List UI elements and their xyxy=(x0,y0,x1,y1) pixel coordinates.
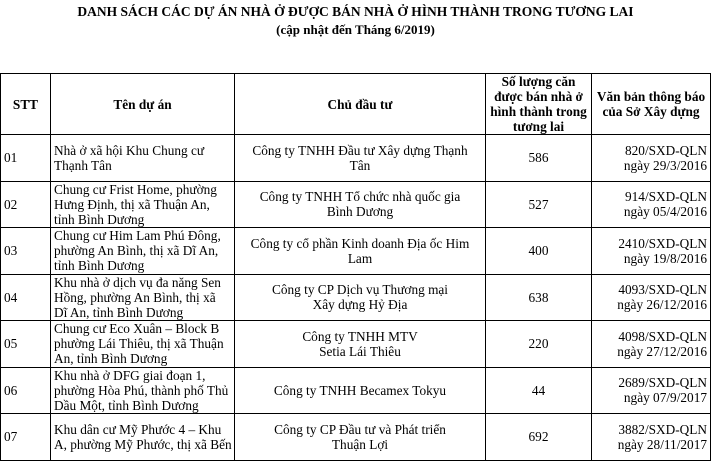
project-name-line: A, phường Mỹ Phước, thị xã Bến xyxy=(54,436,232,452)
document-line: ngày 07/9/2017 xyxy=(623,390,707,406)
row-document xyxy=(592,414,711,461)
row-project-name xyxy=(51,228,235,275)
row-investor xyxy=(235,414,486,461)
row-document xyxy=(592,228,711,275)
row-project-name xyxy=(51,181,235,228)
project-name-line: Hồng, phường An Bình, thị xã xyxy=(54,289,216,305)
row-stt: 07 xyxy=(1,414,51,461)
row-stt: 04 xyxy=(1,274,51,321)
header-document xyxy=(592,74,711,135)
investor-line: Công ty cổ phần Kinh doanh Địa ốc Him xyxy=(250,235,470,251)
row-quantity: 527 xyxy=(486,181,592,228)
investor-line: Công ty TNHH Tổ chức nhà quốc gia xyxy=(259,189,461,205)
project-name-line: phường Lái Thiêu, thị xã Thuận xyxy=(54,336,224,352)
document-line: 914/SXD-QLN xyxy=(625,189,707,205)
project-name-line: tỉnh Bình Dương xyxy=(54,211,145,227)
document-line: ngày 26/12/2016 xyxy=(617,297,707,313)
project-name-line: Dĩ An, tỉnh Bình Dương xyxy=(54,304,184,320)
document-line: ngày 29/3/2016 xyxy=(623,157,707,173)
table-row xyxy=(1,367,711,414)
document-line: ngày 05/4/2016 xyxy=(623,204,707,220)
header-quantity-line: hình thành trong xyxy=(490,104,587,119)
header-document-line: Văn bản thông báo xyxy=(596,89,706,104)
project-name-line: Chung cư Eco Xuân – Block B xyxy=(54,321,220,337)
table-header-row xyxy=(1,74,711,135)
investor-line: Thuận Lợi xyxy=(331,436,389,452)
table-row xyxy=(1,181,711,228)
project-name-line: Chung cư Him Lam Phú Đông, xyxy=(54,228,221,244)
row-stt: 02 xyxy=(1,181,51,228)
document-line: 4098/SXD-QLN xyxy=(618,328,707,344)
project-name-line: Nhà ở xã hội Khu Chung cư xyxy=(54,142,205,158)
header-quantity-line: được bán nhà ở xyxy=(494,89,583,104)
investor-line: Xây dựng Hỷ Địa xyxy=(312,297,408,313)
table-row xyxy=(1,321,711,368)
document-line: ngày 28/11/2017 xyxy=(617,436,707,452)
projects-table xyxy=(0,73,711,461)
row-project-name xyxy=(51,367,235,414)
header-quantity-line: tương lai xyxy=(512,119,565,134)
project-name-line: Khu dân cư Mỹ Phước 4 – Khu xyxy=(54,421,222,437)
row-document xyxy=(592,135,711,182)
table-row xyxy=(1,135,711,182)
row-quantity: 586 xyxy=(486,135,592,182)
header-stt: STT xyxy=(1,74,51,135)
table-row xyxy=(1,414,711,461)
header-quantity xyxy=(486,74,592,135)
document-subtitle: (cập nhật đến Tháng 6/2019) xyxy=(276,22,435,37)
document-line: 4093/SXD-QLN xyxy=(618,282,707,298)
project-name-line: Thạnh Tân xyxy=(54,157,112,173)
document-line: 3882/SXD-QLN xyxy=(618,421,707,437)
row-document xyxy=(592,321,711,368)
investor-line: Tân xyxy=(349,157,371,173)
header-investor: Chủ đầu tư xyxy=(235,74,486,135)
row-project-name xyxy=(51,414,235,461)
document-line: 820/SXD-QLN xyxy=(625,142,707,158)
investor-line: Công ty TNHH Đầu tư Xây dựng Thạnh xyxy=(252,142,468,158)
investor-line: Bình Dương xyxy=(326,204,394,220)
investor-line: Công ty TNHH Becamex Tokyu xyxy=(273,382,447,398)
row-stt: 05 xyxy=(1,321,51,368)
project-name-line: Khu nhà ở dịch vụ đa năng Sen xyxy=(54,274,221,290)
document-title: DANH SÁCH CÁC DỰ ÁN NHÀ Ở ĐƯỢC BÁN NHÀ Ở HÌNH THÀNH TRONG TƯƠNG LAI xyxy=(77,4,634,19)
row-stt: 01 xyxy=(1,135,51,182)
header-quantity-line: Số lượng căn xyxy=(501,74,576,89)
project-name-line: Chung cư Frist Home, phường xyxy=(54,181,217,197)
row-project-name xyxy=(51,135,235,182)
document-line: ngày 27/12/2016 xyxy=(617,343,707,359)
row-investor xyxy=(235,181,486,228)
investor-line: Công ty CP Dịch vụ Thương mại xyxy=(271,282,449,298)
row-document xyxy=(592,274,711,321)
row-project-name xyxy=(51,274,235,321)
project-name-line: An, tỉnh Bình Dương xyxy=(54,351,168,367)
table-body xyxy=(1,135,711,461)
table-row xyxy=(1,274,711,321)
investor-line: Setia Lái Thiêu xyxy=(319,343,401,359)
row-investor xyxy=(235,135,486,182)
investor-line: Công ty CP Đầu tư và Phát triển xyxy=(274,421,446,437)
project-name-line: Khu nhà ở DFG giai đoạn 1, xyxy=(54,367,206,383)
document-line: 2410/SXD-QLN xyxy=(618,235,707,251)
row-document xyxy=(592,367,711,414)
row-investor xyxy=(235,367,486,414)
row-investor xyxy=(235,321,486,368)
project-name-line: Dầu Một, tỉnh Bình Dương xyxy=(54,397,199,413)
project-name-line: tỉnh Bình Dương xyxy=(54,258,145,274)
header-document-line: của Sở Xây dựng xyxy=(602,104,700,119)
row-quantity: 692 xyxy=(486,414,592,461)
row-quantity: 638 xyxy=(486,274,592,321)
row-investor xyxy=(235,228,486,275)
row-document xyxy=(592,181,711,228)
row-quantity: 220 xyxy=(486,321,592,368)
row-quantity: 400 xyxy=(486,228,592,275)
header-project: Tên dự án xyxy=(51,74,235,135)
document-line: 2689/SXD-QLN xyxy=(618,375,707,391)
row-stt: 06 xyxy=(1,367,51,414)
document-line: ngày 19/8/2016 xyxy=(623,250,707,266)
project-name-line: phường An Bình, thị xã Dĩ An, xyxy=(54,243,219,259)
row-quantity: 44 xyxy=(486,367,592,414)
investor-line: Lam xyxy=(347,250,373,266)
row-stt: 03 xyxy=(1,228,51,275)
table-row xyxy=(1,228,711,275)
row-investor xyxy=(235,274,486,321)
project-name-line: phường Hòa Phú, thành phố Thủ xyxy=(54,382,229,398)
investor-line: Công ty TNHH MTV xyxy=(302,328,418,344)
project-name-line: Hưng Định, thị xã Thuận An, xyxy=(54,196,210,212)
row-project-name xyxy=(51,321,235,368)
